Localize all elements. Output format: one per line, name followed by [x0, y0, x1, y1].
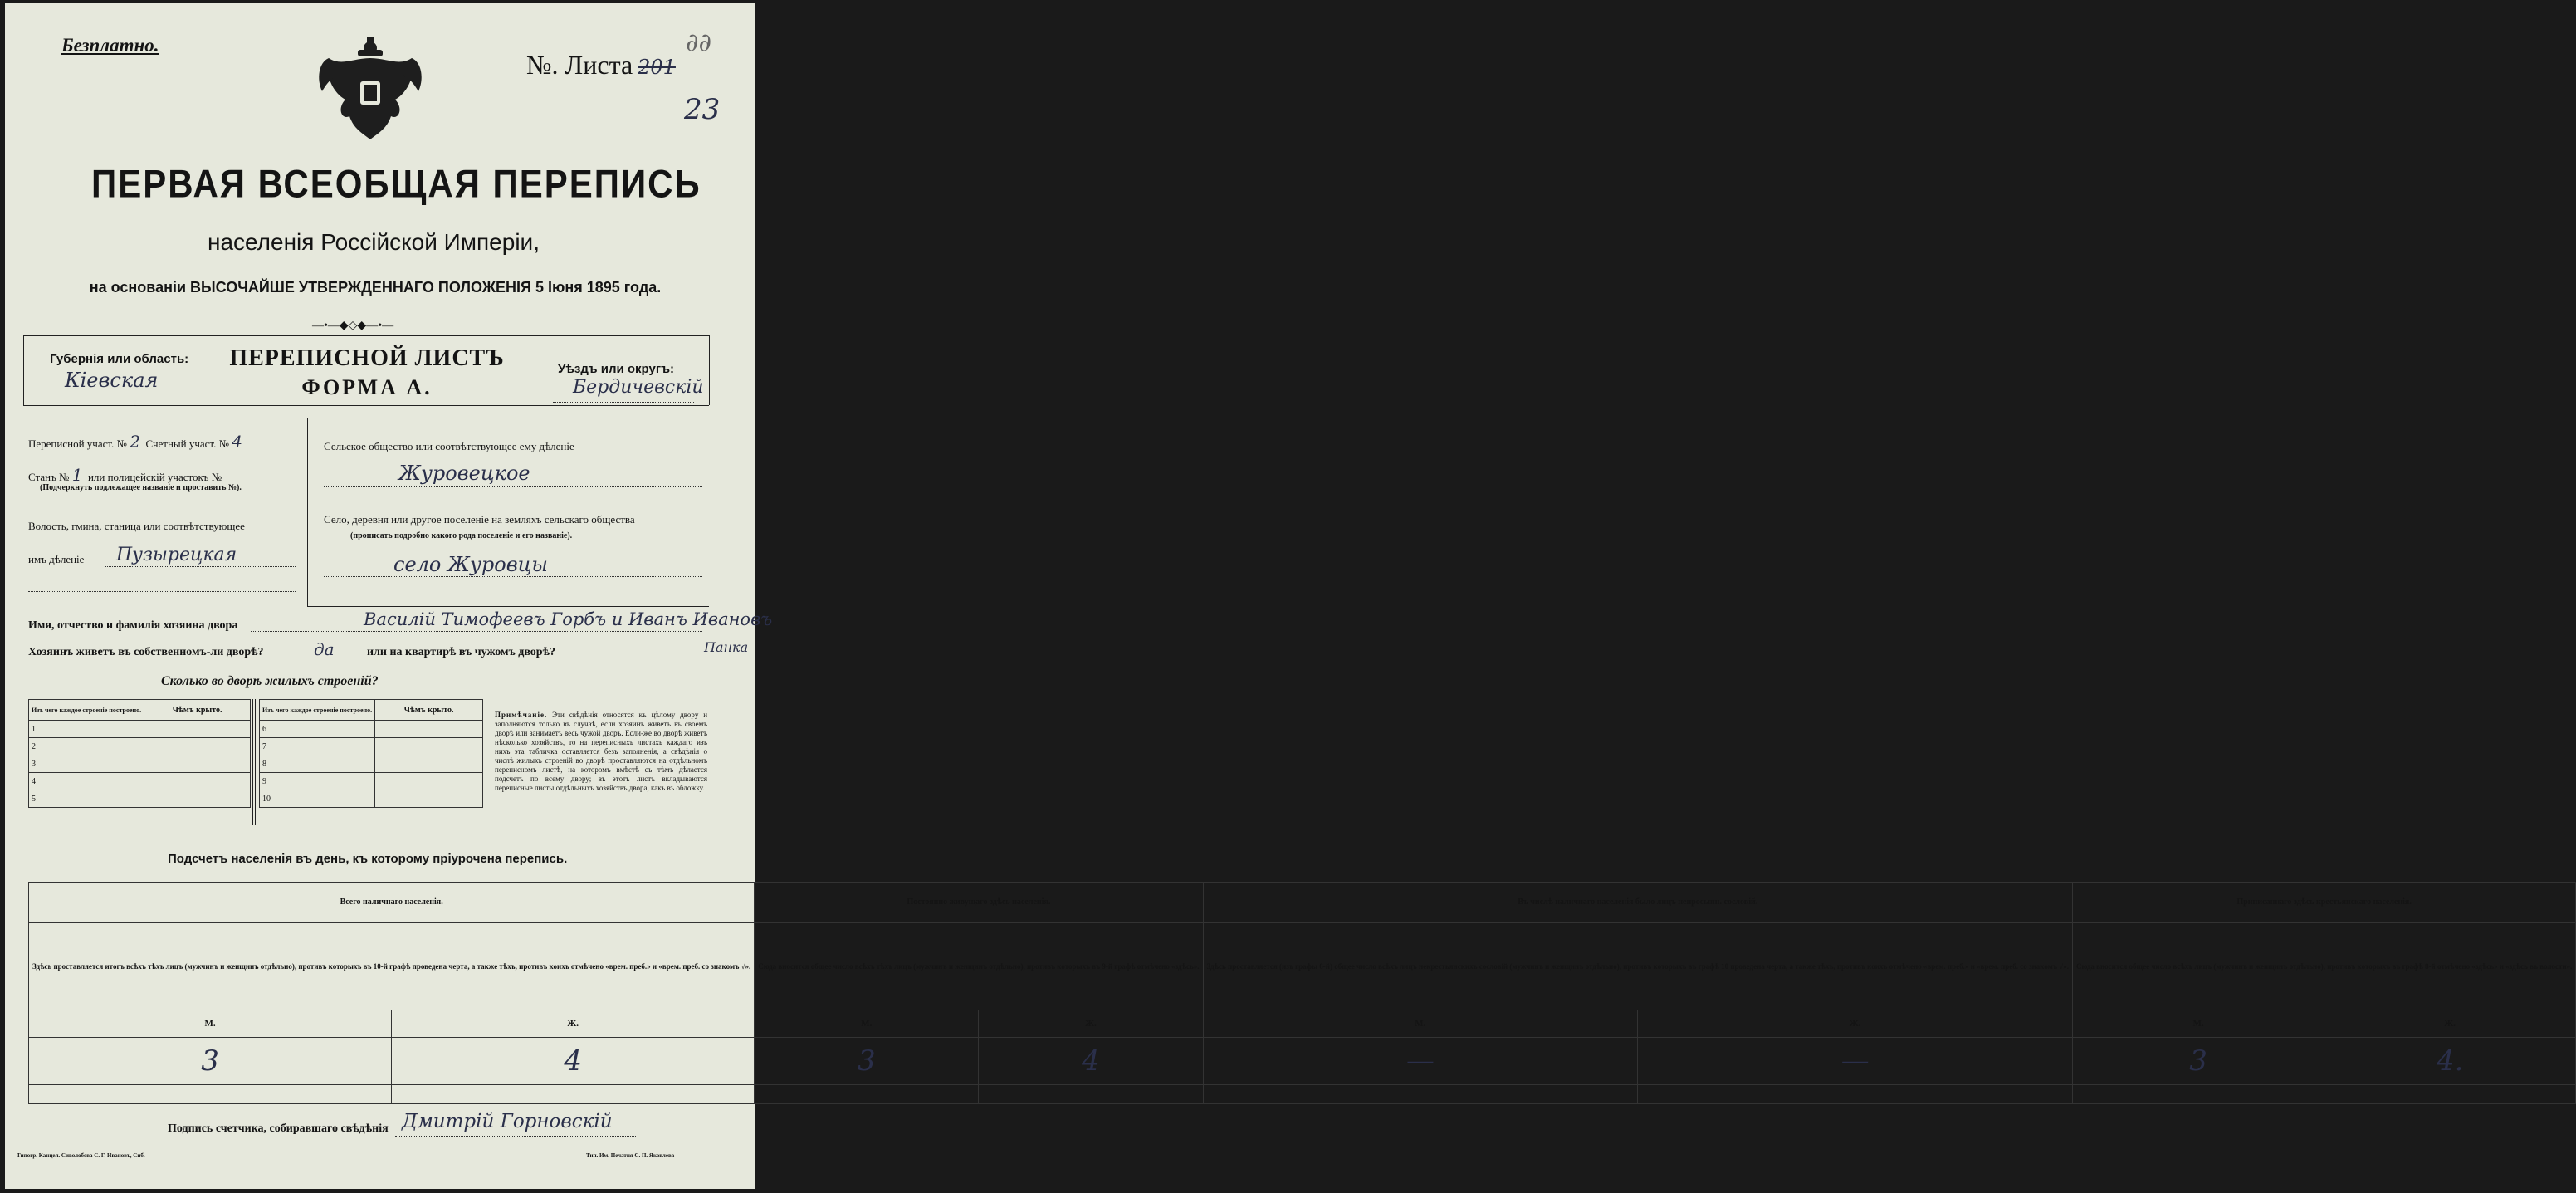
volost-label-1: Волость, гмина, станица или соотвѣтствующее — [28, 520, 245, 532]
m-label: М. — [29, 1010, 392, 1038]
obshchestvo-label: Сельское общество или соотвѣтствующее ему дѣленіе — [324, 440, 574, 452]
form-name: ФОРМА А. — [301, 375, 433, 399]
row-number: 3 — [29, 755, 144, 773]
blank-cell — [1638, 1085, 2073, 1104]
buildings-col-material: Изъ чего каждое строеніе построено. — [29, 700, 144, 721]
note-text: Эти свѣдѣнія относятся къ цѣлому двору и заполняются только въ случаѣ, если хозяинъ живетъ въ своемъ дворѣ или занимаетъ весь чужой дворъ. Если-же во дворѣ живетъ нѣсколько хозяйствъ, то на переписныхъ листахъ каждаго изъ нихъ эта табличка оставляется безъ заполненія, а свѣдѣнія о числѣ жилыхъ строеній во дворѣ проставляются на отдѣльномъ переписномъ листѣ, на которомъ вмѣстѣ съ тѣмъ дѣлается подсчетъ по всему двору; въ этотъ листъ вкладываются переписные листы отдѣльныхъ хозяйствъ двора, какъ въ обложку. — [495, 711, 708, 792]
pop-desc-permanent: Сюда вносится общее число всѣхъ тѣхъ лицъ (мужчинъ и женщинъ отдѣльно), противъ которыхъ въ 9-й графѣ отмѣчено «здѣсь». — [755, 923, 1203, 1010]
row-cell — [375, 721, 483, 738]
pop-header-permanent: Постоянно живущаго здѣсь населенія. — [755, 883, 1203, 923]
blank-cell — [2072, 1085, 2324, 1104]
header-rule-left — [23, 335, 24, 405]
buildings-title: Сколько во дворѣ жилыхъ строеній? — [161, 674, 379, 688]
row-cell — [144, 721, 251, 738]
table-row — [29, 755, 251, 773]
zh-label: Ж. — [1638, 1010, 2073, 1038]
table-row — [29, 790, 251, 808]
buildings-col-roof: Чѣмъ крыто. — [144, 700, 251, 721]
row-number: 9 — [260, 773, 375, 790]
pop-non-peasant-zh: — — [1638, 1038, 2073, 1085]
uezd-value: Бердичевскій — [573, 377, 704, 398]
population-title: Подсчетъ населенія въ день, къ которому пріурочена перепись. — [168, 852, 568, 866]
buildings-col-material-2: Изъ чего каждое строеніе построено. — [260, 700, 375, 721]
fields-rule-bottom — [307, 606, 709, 607]
m-label: М. — [2072, 1010, 2324, 1038]
header-rule-right — [709, 335, 710, 405]
blank-cell — [2324, 1085, 2576, 1104]
table-row — [260, 738, 483, 755]
pop-desc-total: Здѣсь проставляется итогъ всѣхъ тѣхъ лицъ (мужчинъ и женщинъ отдѣльно), противъ которыхъ въ 10-й графѣ проведена черта, а также тѣхъ, противъ коихъ отмѣчено «врем. преб.» и «врем. преб. со знакомъ √». — [29, 923, 755, 1010]
row-number: 1 — [29, 721, 144, 738]
uezd-label: Уѣздъ или округъ: — [558, 362, 675, 376]
pop-peasant-m: 3 — [2072, 1038, 2324, 1085]
row-cell — [144, 755, 251, 773]
pop-desc-peasant: Сюда вносится общее число всѣхъ лицъ (мужчинъ и женщинъ отдѣльно), противъ которыхъ въ графѣ 8-й отмѣчено «здѣсь» и «здѣсь въ волости». — [2072, 923, 2575, 1010]
main-title: ПЕРВАЯ ВСЕОБЩАЯ ПЕРЕПИСЬ — [91, 162, 701, 206]
row-number: 6 — [260, 721, 375, 738]
table-row — [260, 721, 483, 738]
row-number: 4 — [29, 773, 144, 790]
m-label: М. — [755, 1010, 979, 1038]
blank-cell — [392, 1085, 755, 1104]
ornament-divider: —•—◆◇◆—•— — [312, 320, 394, 332]
pop-header-peasant: Приписаннаго здѣсь крестьянскаго населенія. — [2072, 883, 2575, 923]
schetny-value: 4 — [232, 432, 243, 452]
row-cell — [144, 790, 251, 808]
m-label: М. — [1203, 1010, 1638, 1038]
signature-label: Подпись счетчика, собиравшаго свѣдѣнія — [168, 1122, 389, 1135]
stan-field — [28, 465, 222, 485]
obshchestvo-value: Журовецкое — [398, 462, 530, 485]
row-number: 2 — [29, 738, 144, 755]
header-rule-top — [23, 335, 709, 336]
header-rule-bottom — [23, 405, 709, 406]
gubernia-label: Губернія или область: — [50, 352, 189, 366]
zh-label: Ж. — [392, 1010, 755, 1038]
row-cell — [144, 738, 251, 755]
blank-cell — [29, 1085, 392, 1104]
table-row — [260, 755, 483, 773]
selo-note: (прописать подробно какого рода поселеніе и его названіе). — [350, 531, 573, 540]
free-label: Безплатно. — [61, 35, 159, 56]
uchastok-value: 2 — [130, 432, 140, 452]
uchastok-field — [28, 432, 242, 452]
buildings-col-roof-2: Чѣмъ крыто. — [375, 700, 483, 721]
owner-lives-value: да — [314, 639, 335, 659]
row-cell — [375, 790, 483, 808]
uezd-underline — [553, 402, 694, 403]
table-row — [29, 738, 251, 755]
pop-total-m: 3 — [29, 1038, 392, 1085]
uchastok-label: Переписной участ. № — [28, 438, 127, 450]
form-title: ПЕРЕПИСНОЙ ЛИСТЪ — [229, 345, 505, 371]
table-row — [260, 773, 483, 790]
owner-name-underline — [251, 631, 702, 632]
row-cell — [375, 738, 483, 755]
population-table — [28, 882, 2576, 1104]
footer-right: Тип. Им. Печатня С. П. Яковлева — [586, 1152, 675, 1159]
zh-label: Ж. — [2324, 1010, 2576, 1038]
buildings-note — [495, 711, 707, 793]
volost-underline-2 — [28, 591, 296, 592]
blank-cell — [755, 1085, 979, 1104]
selo-underline — [324, 576, 702, 577]
buildings-table-right — [259, 699, 483, 808]
pop-total-zh: 4 — [392, 1038, 755, 1085]
blank-cell — [979, 1085, 1203, 1104]
blank-cell — [1203, 1085, 1638, 1104]
selo-value: село Журовцы — [393, 553, 548, 576]
row-cell — [375, 773, 483, 790]
sheet-number-value: 201 — [638, 56, 676, 79]
sheet-number-text: №. Листа — [526, 50, 633, 80]
selo-label: Село, деревня или другое поселеніе на земляхъ сельскаго общества — [324, 513, 635, 526]
row-number: 7 — [260, 738, 375, 755]
row-number: 5 — [29, 790, 144, 808]
signature-underline — [395, 1136, 636, 1137]
pop-permanent-zh: 4 — [979, 1038, 1203, 1085]
pop-desc-non-peasant: Здѣсь проставляется (изъ графы 6-й) общее число всѣхъ лицъ некрестьянскихъ сословій (мужчинъ и женщинъ отдѣльно), противъ которыхъ въ графѣ 10 проведена черта, а также тѣхъ, противъ коихъ отмѣчено «врем. преб.» и «врем. преб. со знакомъ √». — [1203, 923, 2072, 1010]
obshchestvo-underline-2 — [324, 486, 702, 487]
pop-header-non-peasant: Въ числѣ наличнаго населенія было лицъ непросыпн. сословій. — [1203, 883, 2072, 923]
stan-tail: или полицейскій участокъ № — [87, 471, 222, 483]
table-row — [29, 721, 251, 738]
pop-non-peasant-m: — — [1203, 1038, 1638, 1085]
sheet-number-label — [526, 50, 676, 81]
pop-header-total: Всего наличнаго населенія. — [29, 883, 755, 923]
corner-handwritten-number: 23 — [684, 93, 721, 126]
fields-divider — [307, 418, 308, 606]
stan-label: Станъ № — [28, 471, 70, 483]
pop-peasant-zh: 4. — [2324, 1038, 2576, 1085]
row-number: 10 — [260, 790, 375, 808]
volost-value: Пузырецкая — [116, 545, 237, 565]
owner-name-value-2: Панка — [704, 639, 749, 655]
footer-left: Tипогр. Канцел. Сиволобова С. Г. Ивановъ, Спб. — [17, 1152, 145, 1159]
owner-lives-label: Хозяинъ живетъ въ собственномъ-ли дворѣ? — [28, 646, 264, 658]
gubernia-value: Кіевская — [65, 369, 159, 392]
basis-line: на основаніи ВЫСОЧАЙШЕ УТВЕРЖДЕННАГО ПОЛОЖЕНІЯ 5 Іюня 1895 года. — [89, 279, 662, 296]
buildings-double-divider — [252, 699, 256, 825]
corner-scribble: ∂∂ — [686, 28, 712, 57]
census-sheet — [5, 3, 2573, 1189]
table-row — [29, 773, 251, 790]
owner-name-value: Василій Тимофеевъ Горбъ и Иванъ Ивановъ — [364, 609, 773, 629]
stan-value: 1 — [71, 465, 83, 485]
stan-note: (Подчеркнуть подлежащее названіе и проставить №). — [40, 483, 242, 492]
note-title: Примѣчаніе. — [495, 711, 548, 719]
volost-label-2: имъ дѣленіе — [28, 553, 85, 565]
owner-name-label: Имя, отчество и фамилія хозяина двора — [28, 619, 238, 632]
schetny-label: Счетный участ. № — [145, 438, 230, 450]
buildings-table-left — [28, 699, 251, 808]
zh-label: Ж. — [979, 1010, 1203, 1038]
pop-permanent-m: 3 — [755, 1038, 979, 1085]
row-cell — [144, 773, 251, 790]
row-cell — [375, 755, 483, 773]
owner-lives-tail: или на квартирѣ въ чужомъ дворѣ? — [367, 646, 555, 658]
subtitle: населенія Россійской Имперіи, — [208, 229, 540, 255]
volost-underline — [105, 566, 296, 567]
double-eagle-emblem-icon — [312, 33, 428, 149]
row-number: 8 — [260, 755, 375, 773]
signature-value: Дмитрій Горновскій — [402, 1111, 613, 1132]
table-row — [260, 790, 483, 808]
